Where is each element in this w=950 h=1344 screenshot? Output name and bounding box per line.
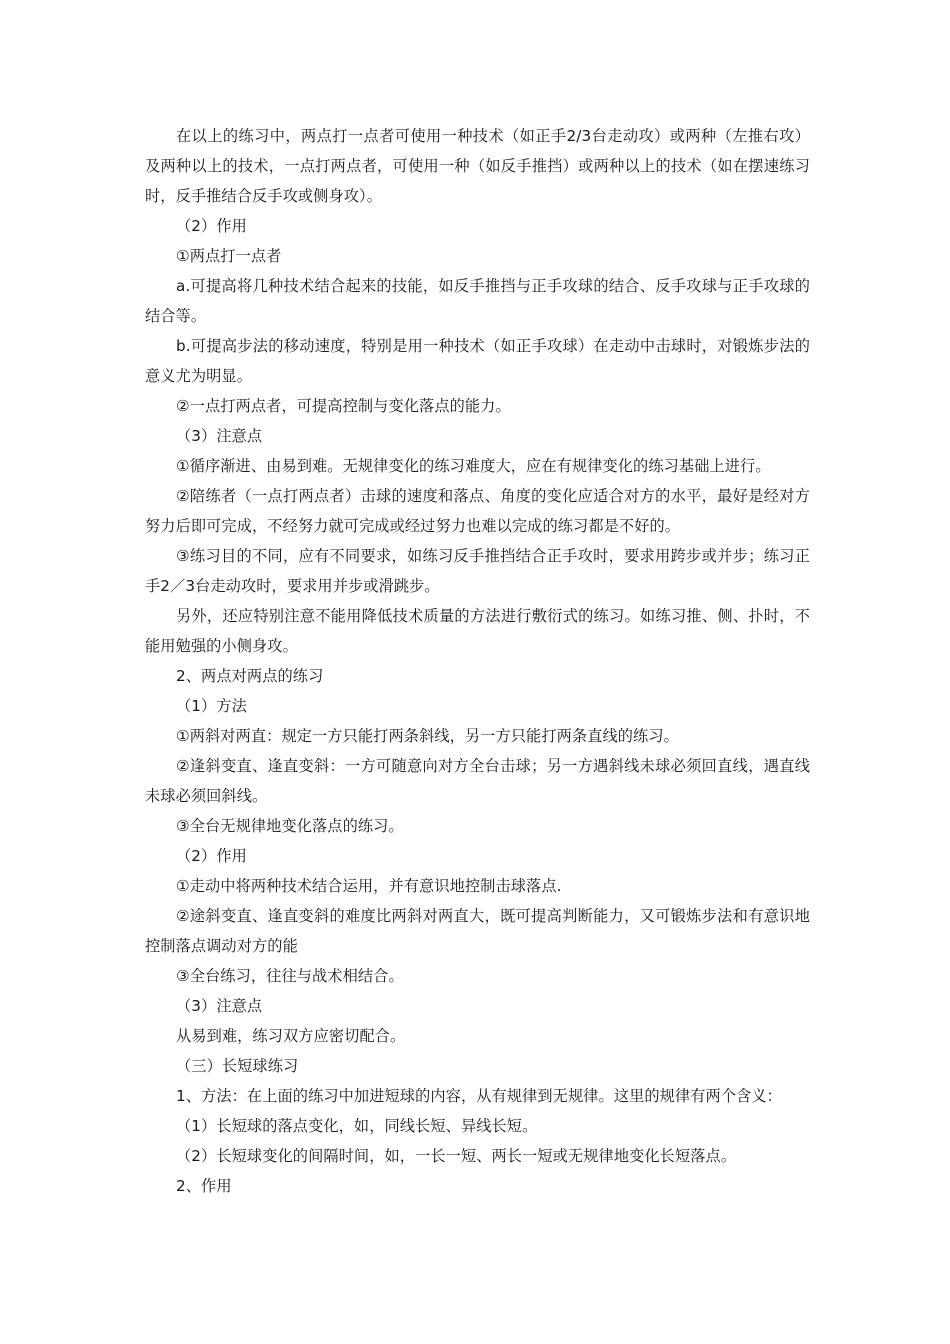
paragraph: ②途斜变直、逢直变斜的难度比两斜对两直大，既可提高判断能力，又可锻炼步法和有意识地控制落点调动对方的能	[145, 907, 810, 955]
paragraph: ①走动中将两种技术结合运用，并有意识地控制击球落点.	[176, 877, 562, 895]
paragraph: （3）注意点	[176, 997, 263, 1015]
paragraph: 2、两点对两点的练习	[176, 667, 324, 685]
paragraph: ③练习目的不同，应有不同要求，如练习反手推挡结合正手攻时，要求用跨步或并步；练习正手2／3台走动攻时，要求用并步或滑跳步。	[145, 547, 810, 595]
paragraph: 从易到难，练习双方应密切配合。	[176, 1027, 406, 1045]
paragraph: ③全台练习，往往与战术相结合。	[176, 967, 404, 985]
paragraph: （3）注意点	[176, 427, 263, 445]
paragraph: （1）长短球的落点变化，如，同线长短、异线长短。	[176, 1117, 538, 1135]
paragraph: 在以上的练习中，两点打一点者可使用一种技术（如正手2/3台走动攻）或两种（左推右攻）及两种以上的技术，一点打两点者，可使用一种（如反手推挡）或两种以上的技术（如在摆速练习时，反手推结合反手攻或侧身攻）。	[145, 127, 810, 205]
document-page	[145, 121, 810, 1201]
paragraph: ①两点打一点者	[176, 247, 282, 265]
paragraph: ①两斜对两直：规定一方只能打两条斜线，另一方只能打两条直线的练习。	[176, 727, 679, 745]
paragraph: ③全台无规律地变化落点的练习。	[176, 817, 404, 835]
paragraph: ②陪练者（一点打两点者）击球的速度和落点、角度的变化应适合对方的水平，最好是经对方努力后即可完成，不经努力就可完成或经过努力也难以完成的练习都是不好的。	[145, 487, 810, 535]
paragraph: 1、方法：在上面的练习中加进短球的内容，从有规律到无规律。这里的规律有两个含义：	[176, 1087, 782, 1105]
paragraph: 2、作用	[176, 1177, 232, 1195]
paragraph: a.可提高将几种技术结合起来的技能，如反手推挡与正手攻球的结合、反手攻球与正手攻球的结合等。	[145, 277, 810, 325]
paragraph: ①循序渐进、由易到难。无规律变化的练习难度大，应在有规律变化的练习基础上进行。	[176, 457, 771, 475]
paragraph: （2）作用	[176, 847, 247, 865]
paragraph: ②一点打两点者，可提高控制与变化落点的能力。	[176, 397, 511, 415]
paragraph: （1）方法	[176, 697, 247, 715]
paragraph: （三）长短球练习	[176, 1057, 299, 1075]
paragraph: （2）长短球变化的间隔时间，如，一长一短、两长一短或无规律地变化长短落点。	[176, 1147, 737, 1165]
paragraph: b.可提高步法的移动速度，特别是用一种技术（如正手攻球）在走动中击球时，对锻炼步法的意义尤为明显。	[145, 337, 810, 385]
paragraph: （2）作用	[176, 217, 247, 235]
paragraph: 另外，还应特别注意不能用降低技术质量的方法进行敷衍式的练习。如练习推、侧、扑时，不能用勉强的小侧身攻。	[145, 607, 810, 655]
paragraph: ②逢斜变直、逢直变斜：一方可随意向对方全台击球；另一方遇斜线未球必须回直线，遇直线未球必须回斜线。	[145, 757, 810, 805]
